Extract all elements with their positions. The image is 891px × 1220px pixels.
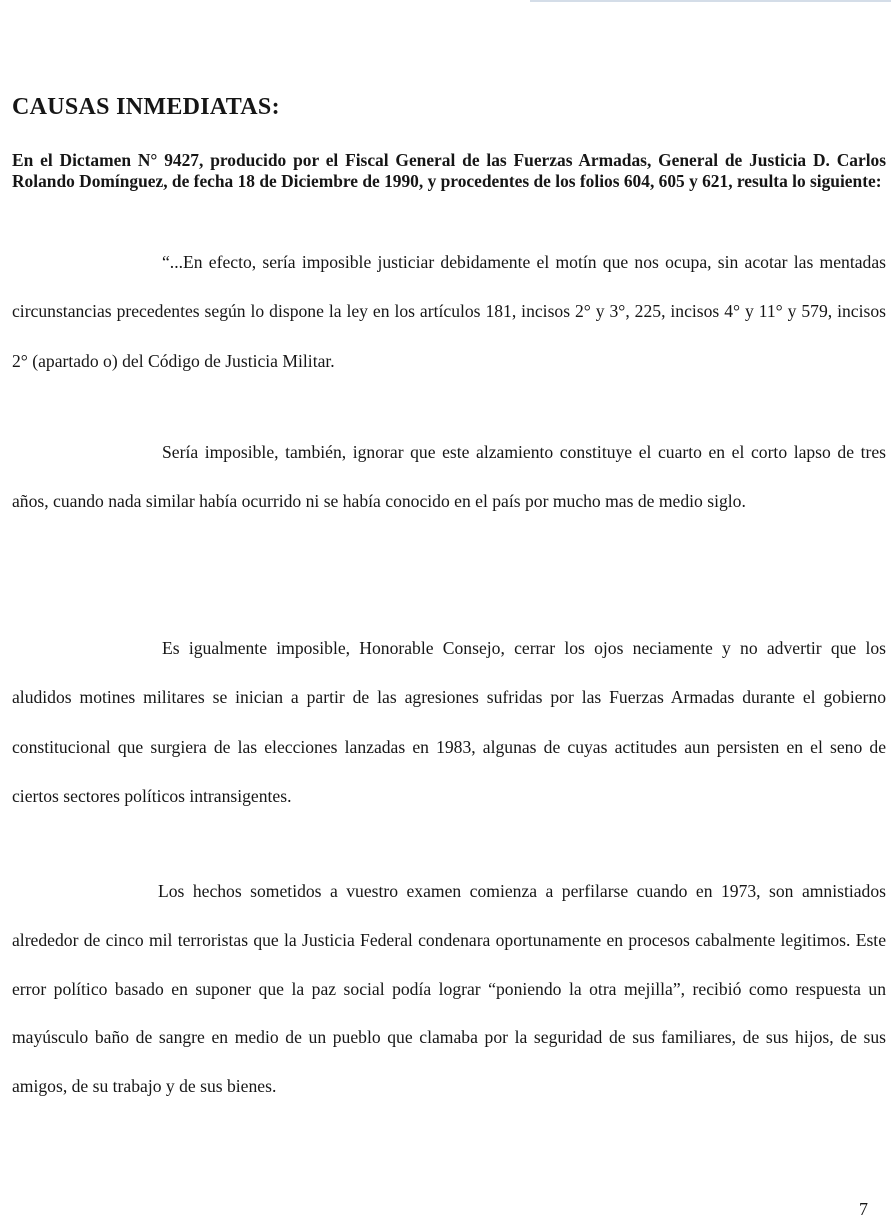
section-heading: CAUSAS INMEDIATAS: (12, 94, 280, 120)
quote-paragraph-1: “...En efecto, sería imposible justiciar debidamente el motín que nos ocupa, sin acotar las mentadas circunstancias precedentes según lo dispone la ley en los artículos 181, incisos 2° y 3°, 225, incisos 4° y 11° y 579, incisos 2° (apartado o) del Código de Justicia Militar. (12, 252, 886, 371)
top-edge-line (530, 0, 891, 2)
quote-paragraph-3: Es igualmente imposible, Honorable Consejo, cerrar los ojos neciamente y no advertir que los aludidos motines militares se inician a partir de las agresiones sufridas por las Fuerzas Armadas durante el gobierno constitucional que surgiera de las elecciones lanzadas en 1983, algunas de cuyas actitudes aun persisten en el seno de ciertos sectores políticos intransigentes. (12, 638, 886, 806)
quote-paragraph-4: Los hechos sometidos a vuestro examen comienza a perfilarse cuando en 1973, son amnistiados alrededor de cinco mil terroristas que la Justicia Federal condenara oportunamente en procesos cabalmente legitimos. Este error político basado en suponer que la paz social podía lograr “poniendo la otra mejilla”, recibió como respuesta un mayúsculo baño de sangre en medio de un pueblo que clamaba por la seguridad de sus familiares, de sus hijos, de sus amigos, de su trabajo y de sus bienes. (12, 881, 886, 1097)
intro-paragraph: En el Dictamen N° 9427, producido por el Fiscal General de las Fuerzas Armadas, General de Justicia D. Carlos Rolando Domínguez, de fecha 18 de Diciembre de 1990, y procedentes de los folios 604, 605 y 621, resulta lo siguiente: (12, 150, 886, 191)
page-number: 7 (859, 1199, 868, 1219)
quote-paragraph-2: Sería imposible, también, ignorar que este alzamiento constituye el cuarto en el corto lapso de tres años, cuando nada similar había ocurrido ni se había conocido en el país por mucho mas de medio siglo. (12, 442, 886, 512)
